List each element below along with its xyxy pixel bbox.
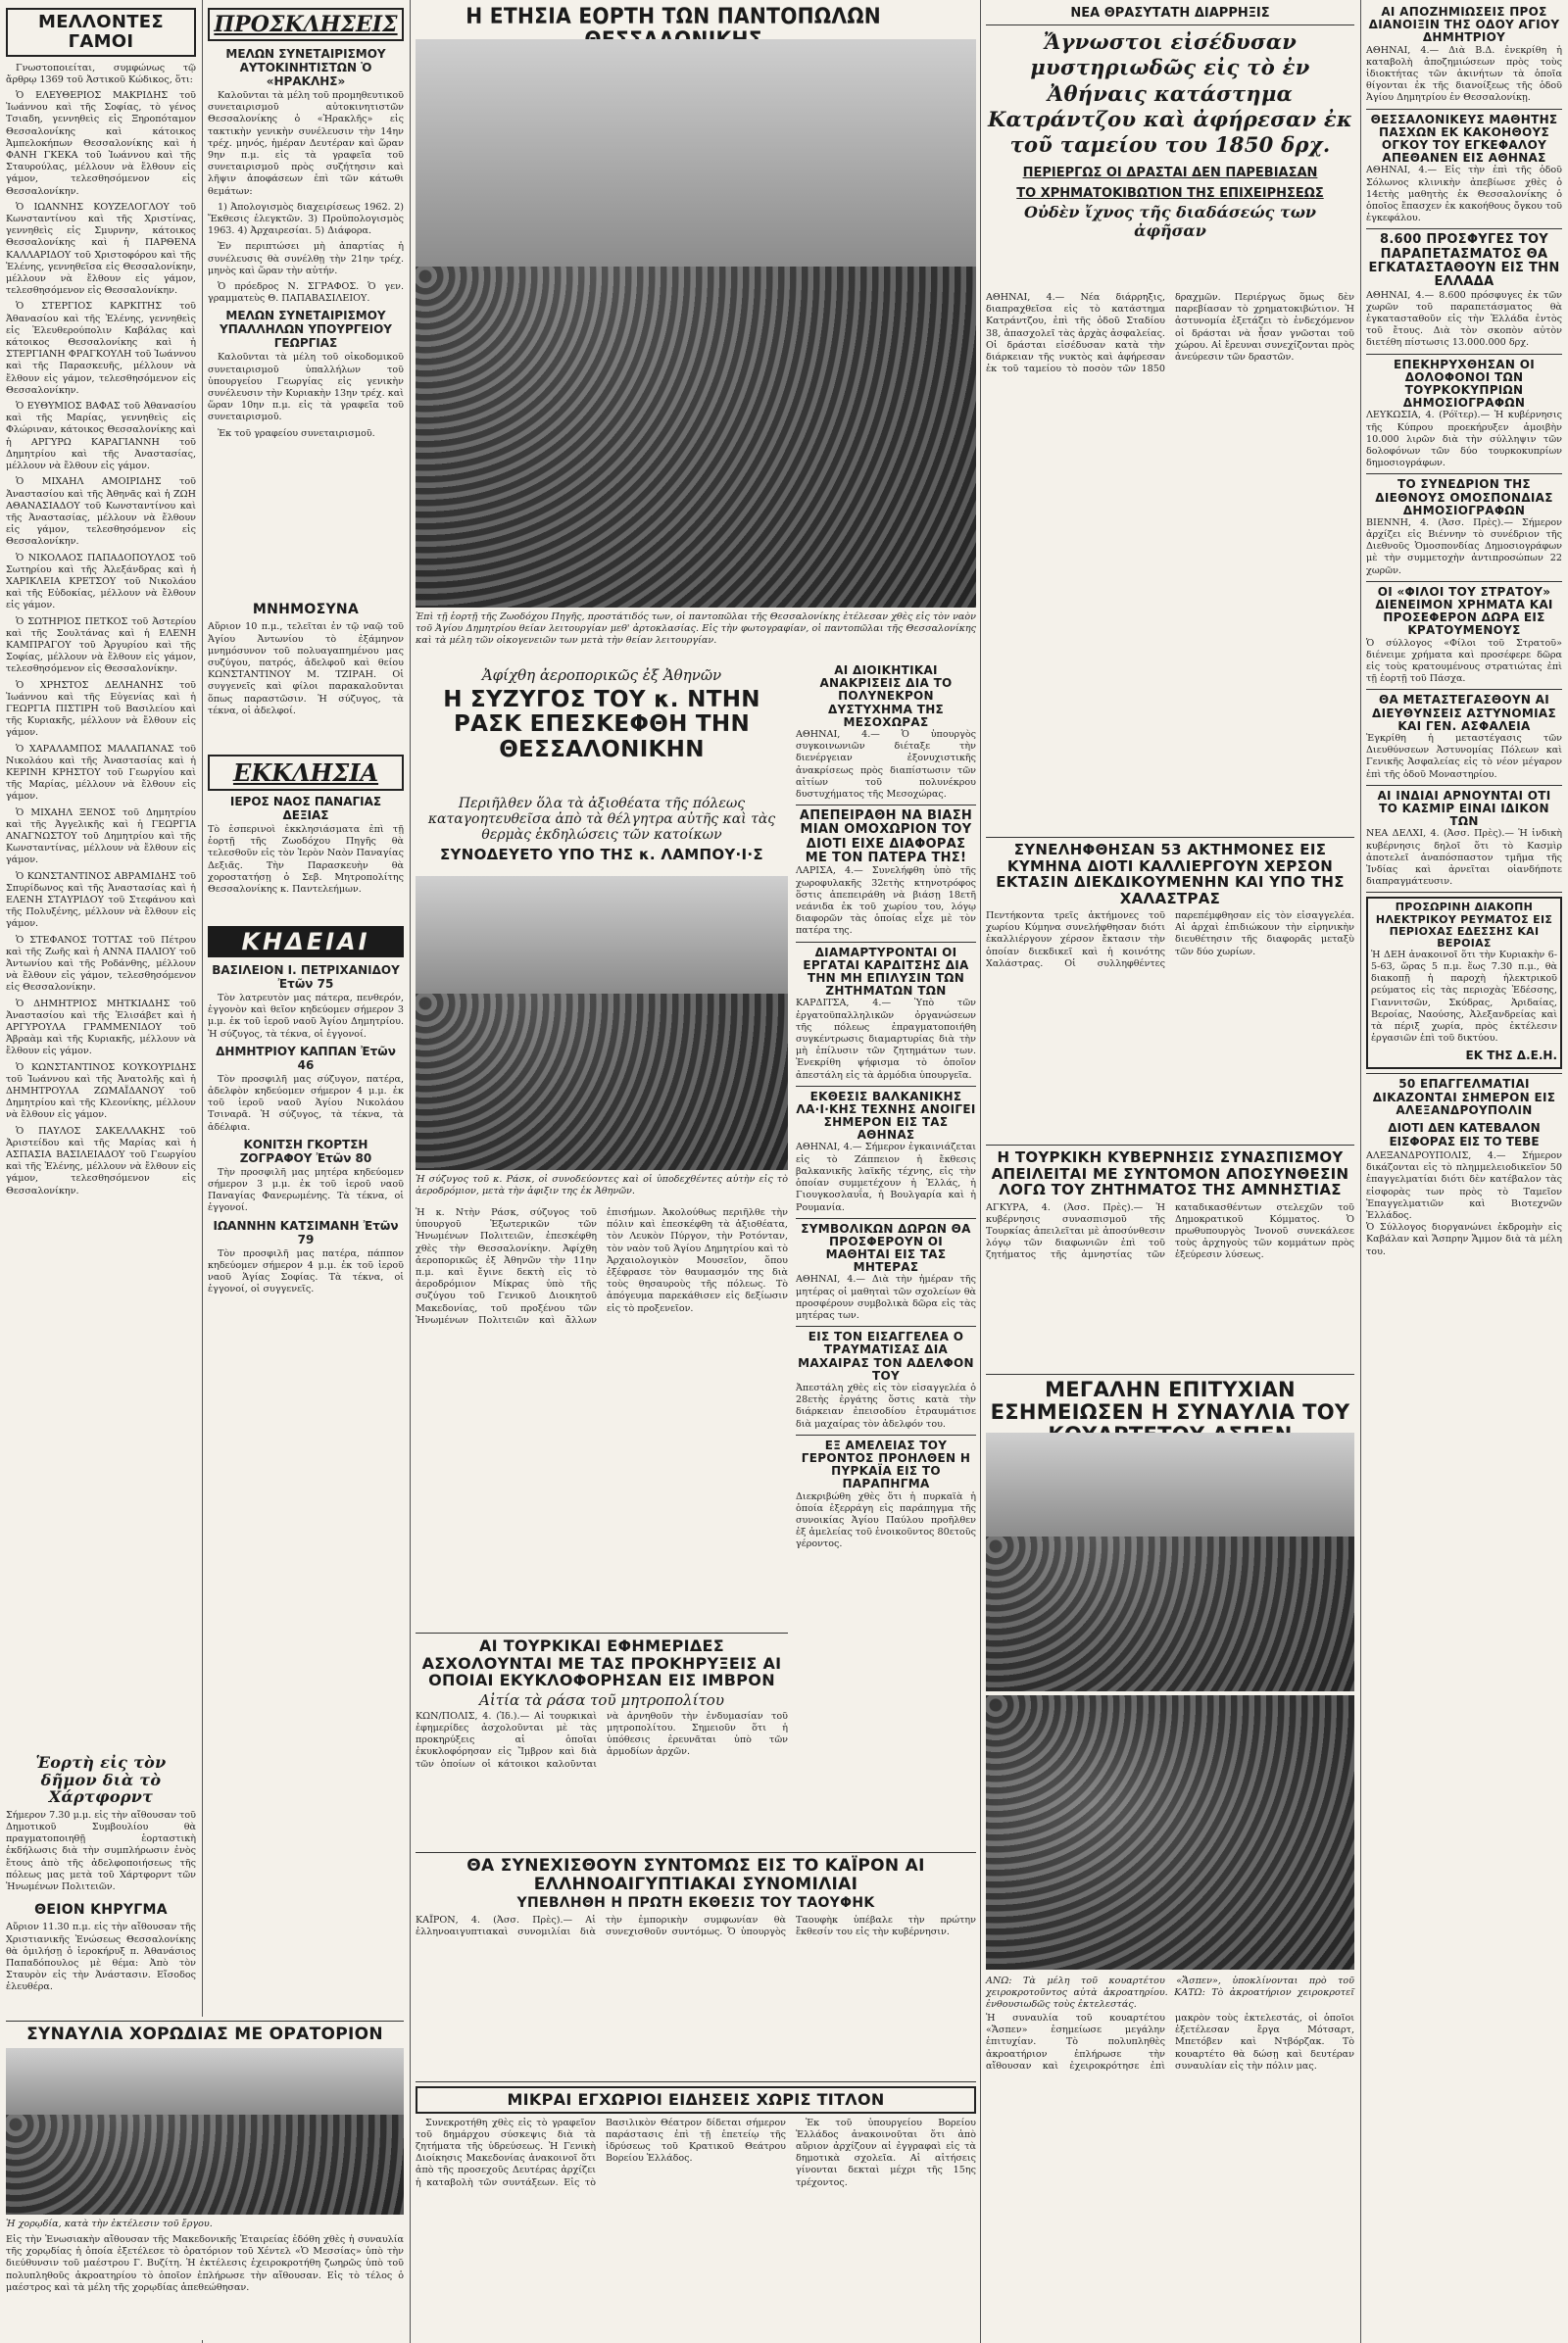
photo-crowd [6, 2115, 404, 2215]
rusk-caption-block [416, 1174, 788, 1205]
invitation-paragraph: Ὁ πρόεδρος Ν. ΣΓΡΑΦΟΣ. Ὁ γεν. γραμματεὺς Θ. ΠΑΠΑΒΑΣΙΛΕΙΟΥ. [208, 281, 404, 305]
police-title: ΘΑ ΜΕΤΑΣΤΕΓΑΣΘΟΥΝ ΑΙ ΔΙΕΥΘΥΝΣΕΙΣ ΑΣΤΥΝΟΜΙΑΣ ΚΑΙ ΓΕΝ. ΑΣΦΑΛΕΙΑ [1372, 693, 1556, 733]
divider [1366, 473, 1562, 474]
power-body: Ἡ ΔΕΗ ἀνακοινοῖ ὅτι τὴν Κυριακὴν 6-5-63, ὥρας 5 π.μ. ἕως 7.30 π.μ., θὰ διακοπῇ ἡ παροχὴ ἠλεκτρικοῦ ρεύματος εἰς τὰς περιοχὰς Ἐδέσσης, Γιαννιτσῶν, Σκύδρας, Ἀριδαίας, Βεροίας, Ναούσης, Ἀλεξανδρείας καὶ τὰ πέριξ χωρία, πρὸς ἐκτέλεσιν ἐργασιῶν ἐπὶ τοῦ δικτύου. [1371, 949, 1557, 1045]
divider [1366, 228, 1562, 229]
cairo-subtitle: ΥΠΕΒΛΗΘΗ Η ΠΡΩΤΗ ΕΚΘΕΣΙΣ ΤΟΥ ΤΑΟΥΦΗΚ [516, 1895, 875, 1912]
minor-news-paragraph: Συνεκροτήθη χθὲς εἰς τὸ γραφεῖον τοῦ δημάρχου σύσκεψις διὰ τὰ ζητήματα τῆς ὑδρεύσεως. Ἡ Γενικὴ Διοίκησις Μακεδονίας ἀνακοινοῖ ὅτι ἀπὸ τῆς προσεχοῦς Δευτέρας ἀρχίζει ἡ καταβολὴ τῶν συντάξεων. Εἰς τὸ Βασιλικὸν Θέατρον δίδεται σήμερον παράστασις ἐπὶ τῇ ἐπετείῳ τῆς ἱδρύσεως τοῦ Κρατικοῦ Θεάτρου Βορείου Ἑλλάδος. [416, 2117, 786, 2188]
funeral-name: ΔΗΜΗΤΡΙΟΥ ΚΑΠΠΑΝ Ἐτῶν 46 [216, 1044, 396, 1072]
divider [986, 1145, 1354, 1146]
minor-news-body [416, 2118, 976, 2189]
turkish-section [416, 1629, 788, 1844]
divider [416, 2081, 976, 2082]
robbery-subtitle-3: Οὐδὲν ἴχνος τῆς διαδάσεώς των ἀφῆσαν [1023, 203, 1317, 241]
rusk-title: Η ΣΥΖΥΓΟΣ ΤΟΥ κ. ΝΤΗΝ ΡΑΣΚ ΕΠΕΣΚΕΦΘΗ ΤΗΝ ΘΕΣΣΑΛΟΝΙΚΗΝ [443, 687, 760, 762]
photo-crowd [986, 1695, 1354, 1970]
aspen-caption: ΑΝΩ: Τὰ μέλη τοῦ κουαρτέτου «Ἄσπεν», ὑποκλίνονται πρὸ τοῦ χειροκροτοῦντος αὐτὰ ἀκροατηρίου. ΚΑΤΩ: Τὸ ἀκροατήριον χειροκροτεῖ ἐνθουσιωδῶς τοὺς ἐκτελεστάς. [986, 1976, 1354, 2010]
wedding-paragraph: Ὁ ΕΥΘΥΜΙΟΣ ΒΑΦΑΣ τοῦ Ἀθανασίου καὶ τῆς Μαρίας, γεννηθεὶς εἰς Φλώριναν, κάτοικος Θεσσαλονίκης καὶ ἡ ΑΡΓΥΡΩ ΚΑΡΑΓΙΑΝΝΗ τοῦ Δημητρίου καὶ τῆς Ἀναστασίας, μέλλουν νὰ ἔλθουν εἰς γάμον. [6, 401, 196, 472]
karditsa-title: ΔΙΑΜΑΡΤΥΡΟΝΤΑΙ ΟΙ ΕΡΓΑΤΑΙ ΚΑΡΔΙΤΣΗΣ ΔΙΑ ΤΗΝ ΜΗ ΕΠΙΛΥΣΙΝ ΤΩΝ ΖΗΤΗΜΑΤΩΝ ΤΩΝ [803, 945, 969, 999]
rusk-body-block [416, 1207, 788, 1623]
church-logo: ΕΚΚΛΗΣΙΑ [208, 755, 404, 791]
robbery-subtitle-1: ΠΕΡΙΕΡΓΩΣ ΟΙ ΔΡΑΣΤΑΙ ΔΕΝ ΠΑΡΕΒΙΑΣΑΝ [1022, 166, 1318, 181]
weddings-body [6, 63, 196, 1197]
student-body: ΑΘΗΝΑΙ, 4.— Εἰς τὴν ἐπὶ τῆς ὁδοῦ Σόλωνος κλινικὴν ἀπεβίωσε χθὲς ὁ 14ετὴς μαθητὴς ἐκ Θεσσαλονίκης ὁ ὁποῖος ἔπασχεν ἐκ κακοήθους ὄγκου τοῦ ἐγκεφάλου. [1366, 165, 1562, 224]
minor-news-section [416, 2077, 976, 2340]
turkgov-section [986, 1141, 1354, 1366]
oldman-body: Διεκριβώθη χθὲς ὅτι ἡ πυρκαϊὰ ἡ ὁποία ἐξερράγη εἰς παράπηγμα τῆς συνοικίας Ἁγίου Παύλου προῆλθεν ἐξ ἀμελείας τοῦ ἐνοικοῦντος 80ετοῦς γέροντος. [796, 1490, 976, 1550]
funeral-paragraph: Τὸν προσφιλῆ μας πατέρα, πάππον κηδεύομεν σήμερον 4 μ.μ. ἐκ τοῦ ἱεροῦ ναοῦ Ἁγίας Σοφίας. Τὰ τέκνα, οἱ ἐγγονοί, οἱ συγγενεῖς. [208, 1247, 404, 1295]
column-rule [980, 0, 981, 2343]
refugees-body: ΑΘΗΝΑΙ, 4.— 8.600 πρόσφυγες ἐκ τῶν χωρῶν τοῦ παραπετάσματος θὰ ἐγκατασταθοῦν εἰς τὴν Ἑλλάδα ἐντὸς τοῦ ἔτους. Διὰ τὸν σκοπὸν αὐτὸν διετέθη πίστωσις 13.000.000 δρχ. [1366, 289, 1562, 349]
feast-caption-block [416, 611, 976, 660]
center-briefs [796, 664, 976, 1654]
aspen-photo-top [986, 1433, 1354, 1691]
wedding-paragraph: Ὁ ΚΩΝΣΤΑΝΤΙΝΟΣ ΚΟΥΚΟΥΡΙΔΗΣ τοῦ Ἰωάννου καὶ τῆς Ἀνατολῆς καὶ ἡ ΔΗΜΗΤΡΟΥΛΑ ΖΩΜΑΪΔΑΝΟΥ τοῦ Δημητρίου καὶ τῆς Κλεονίκης, μέλλουν νὰ ἔλθουν εἰς γάμον. [6, 1061, 196, 1121]
photo-background [986, 1433, 1354, 1537]
trip-body: Ὁ Σύλλογος διοργανώνει ἐκδρομὴν εἰς Καβάλαν καὶ Ἄσπρην Ἄμμον διὰ τὰ μέλη του. [1366, 1222, 1562, 1257]
karditsa-body: ΚΑΡΔΙΤΣΑ, 4.— Ὑπὸ τῶν ἐργατοϋπαλληλικῶν ὀργανώσεων τῆς πόλεως ἐπραγματοποιήθη συγκέντρωσις διαμαρτυρίας διὰ τὴν μὴ ἐπίλυσιν τῶν ζητημάτων των. Ἐνεκρίθη ψήφισμα τὸ ὁποῖον ἀπεστάλη εἰς τὰ ἁρμόδια ὑπουργεῖα. [796, 998, 976, 1081]
church-subtitle: ΙΕΡΟΣ ΝΑΟΣ ΠΑΝΑΓΙΑΣ ΔΕΞΙΑΣ [229, 795, 382, 822]
rusk-headline [416, 664, 788, 792]
column-rule [1360, 0, 1361, 2343]
funerals-logo: ΚΗΔΕΙΑΙ [208, 926, 404, 957]
kymina-section [986, 833, 1354, 1137]
weddings-section [6, 8, 196, 1752]
photo-crowd [416, 994, 788, 1170]
feast-photo [416, 39, 976, 608]
sermon-body: Αὔριον 11.30 π.μ. εἰς τὴν αἴθουσαν τῆς Χριστιανικῆς Ἐνώσεως Θεσσαλονίκης θὰ ὁμιλήσῃ ὁ ἱεροκήρυξ π. Ἀθανάσιος Παπαδόπουλος μὲ θέμα: Ἀπὸ τὸν Σταυρὸν εἰς τὴν Ἀνάστασιν. Εἴσοδος ἐλευθέρα. [6, 1922, 196, 1993]
divider [986, 24, 1354, 25]
divider [416, 1852, 976, 1853]
choir-caption: Ἡ χορῳδία, κατὰ τὴν ἐκτέλεσιν τοῦ ἔργου. [6, 2219, 213, 2229]
funeral-paragraph: Τὴν προσφιλῆ μας μητέρα κηδεύομεν σήμερον 3 μ.μ. ἐκ τοῦ ἱεροῦ ναοῦ Παναγίας Φανερωμένης. Τὰ τέκνα, οἱ ἐγγονοί. [208, 1166, 404, 1214]
rusk-subtitle-2: ΣΥΝΟΔΕΥΕΤΟ ΥΠΟ ΤΗΣ κ. ΛΑΜΠΟΥ·Ι·Σ [440, 846, 763, 863]
rusk-body: Ἡ κ. Ντὴν Ράσκ, σύζυγος τοῦ ὑπουργοῦ Ἐξωτερικῶν τῶν Ἡνωμένων Πολιτειῶν, ἐπεσκέφθη χθὲς τὴν Θεσσαλονίκην. Ἀφίχθη ἀεροπορικῶς ἐξ Ἀθηνῶν τὴν 11ην π.μ. καὶ ἔγινε δεκτὴ εἰς τὸ ἀεροδρόμιον Μίκρας ὑπὸ τῆς συζύγου τοῦ Γενικοῦ Διοικητοῦ Μακεδονίας, τοῦ προξένου τῶν Ἡνωμένων Πολιτειῶν καὶ ἄλλων ἐπισήμων. Ἀκολούθως περιῆλθε τὴν πόλιν καὶ ἐπεσκέφθη τὰ ἀξιοθέατα, τὸν Λευκὸν Πύργον, τὴν Ροτόνταν, τὸν ναὸν τοῦ Ἁγίου Δημητρίου καὶ τὸ Ἀρχαιολογικὸν Μουσεῖον, ὅπου ἐξέφρασε τὸν θαυμασμόν της διὰ τοὺς θησαυροὺς τῆς πόλεως. Τὸ ἀπόγευμα παρεκάθισεν εἰς δεξίωσιν εἰς τὸ προξενεῖον. [416, 1207, 788, 1326]
divider [986, 837, 1354, 838]
robbery-body: ΑΘΗΝΑΙ, 4.— Νέα διάρρηξις, διαπραχθεῖσα εἰς τὸ κατάστημα Κατράντζου, ἐπὶ τῆς ὁδοῦ Σταδίου 38, ἀπασχολεῖ τὰς ἀρχὰς ἀσφαλείας. Οἱ δράσται εἰσέδυσαν κατὰ τὴν διάρκειαν τῆς νυκτὸς καὶ ἀφήρεσαν ἐκ τοῦ ταμείου τὸ ποσὸν τῶν 1850 δραχμῶν. Περιέργως ὅμως δὲν παρεβίασαν τὸ χρηματοκιβώτιον. Ἡ ἀστυνομία ἐξετάζει τὸ ἐνδεχόμενον οἱ δράσται νὰ ἦσαν γνῶσται τοῦ χώρου. Αἱ ἔρευναι συνεχίζονται πρὸς ἀνεύρεσιν τῶν δραστῶν. [986, 292, 1354, 375]
church-section [208, 755, 404, 921]
feast-headline [416, 6, 976, 39]
funeral-name: ΒΑΣΙΛΕΙΟΝ Ι. ΠΕΤΡΙΧΑΝΙΔΟΥ Ἐτῶν 75 [212, 963, 400, 991]
hartford-section [6, 1754, 196, 1901]
photo-background [6, 2048, 404, 2115]
army-friends-body: Ὁ σύλλογος «Φίλοι τοῦ Στρατοῦ» διένειμε χρήματα καὶ προσέφερε δῶρα εἰς τοὺς κρατουμένους στρατιώτας ἐπὶ τῇ ἑορτῇ τοῦ Πάσχα. [1366, 637, 1562, 685]
invitation-paragraph: Ἐν περιπτώσει μὴ ἀπαρτίας ἡ συνέλευσις θὰ συνέλθῃ τὴν 21ην τρέχ. μηνὸς καὶ ὥραν τὴν αὐτήν. [208, 241, 404, 276]
sermon-section [6, 1903, 196, 2015]
wedding-paragraph: Γνωστοποιείται, συμφώνως τῷ ἄρθρῳ 1369 τοῦ Ἀστικοῦ Κώδικος, ὅτι: [6, 62, 196, 85]
photo-crowd [416, 267, 976, 608]
police-body: Ἐγκρίθη ἡ μεταστέγασις τῶν Διευθύνσεων Ἀστυνομίας Πόλεων καὶ Γενικῆς Ἀσφαλείας εἰς τὸ νέον μέγαρον ἐπὶ τῆς ὁδοῦ Μοναστηρίου. [1366, 733, 1562, 780]
inquiries-body: ΑΘΗΝΑΙ, 4.— Ὁ ὑπουργὸς συγκοινωνιῶν διέταξε τὴν διενέργειαν ἐξονυχιστικῆς ἀνακρίσεως πρὸς διαπίστωσιν τῶν αἰτίων τοῦ πολυνέκρου δυστυχήματος τῆς Μεσοχώρας. [796, 728, 976, 800]
power-title: ΠΡΟΣΩΡΙΝΗ ΔΙΑΚΟΠΗ ΗΛΕΚΤΡΙΚΟΥ ΡΕΥΜΑΤΟΣ ΕΙΣ ΠΕΡΙΟΧΑΣ ΕΔΕΣΣΗΣ ΚΑΙ ΒΕΡΟΙΑΣ [1375, 901, 1553, 950]
kymina-title: ΣΥΝΕΛΗΦΘΗΣΑΝ 53 ΑΚΤΗΜΟΝΕΣ ΕΙΣ ΚΥΜΗΝΑ ΔΙΟΤΙ ΚΑΛΛΙΕΡΓΟΥΝ ΧΕΡΣΟΝ ΕΚΤΑΣΙΝ ΔΙΕΚΔΙΚΟΥΜΕΝΗΝ ΚΑΙ ΥΠΟ ΤΗΣ ΧΑΛΑΣΤΡΑΣ [996, 841, 1345, 907]
robbery-title: Ἄγνωστοι εἰσέδυσαν μυστηριωδῶς εἰς τὸ ἐν Ἀθήναις κατάστημα Κατράντζου καὶ ἀφήρεσαν ἐκ τοῦ ταμείου του 1850 δρχ. [987, 29, 1353, 157]
robbery-body-block [986, 292, 1354, 829]
cairo-section [416, 1848, 976, 2074]
cairo-title: ΘΑ ΣΥΝΕΧΙΣΘΟΥΝ ΣΥΝΤΟΜΩΣ ΕΙΣ ΤΟ ΚΑΪΡΟΝ ΑΙ ΕΛΛΗΝΟΑΙΓΥΠΤΙΑΚΑΙ ΣΥΝΟΜΙΛΙΑΙ [466, 1856, 925, 1894]
divider [986, 1374, 1354, 1375]
balkan-title: ΕΚΘΕΣΙΣ ΒΑΛΚΑΝΙΚΗΣ ΛΑ·Ι·ΚΗΣ ΤΕΧΝΗΣ ΑΝΟΙΓΕΙ ΣΗΜΕΡΟΝ ΕΙΣ ΤΑΣ ΑΘΗΝΑΣ [796, 1089, 976, 1143]
wedding-paragraph: Ὁ ΙΩΑΝΝΗΣ ΚΟΥΖΕΛΟΓΛΟΥ τοῦ Κωνσταντίνου καὶ τῆς Χριστίνας, γεννηθεὶς εἰς Σμυρνην, κάτοικος Θεσσαλονίκης καὶ ἡ ΠΑΡΘΕΝΑ ΚΑΛΛΑΡΙΔΟΥ τοῦ Χριστοφόρου καὶ τῆς Ἑλένης, γεννηθεῖσα εἰς Θεσσαλονίκην, μέλλουν νὰ ἔλθουν εἰς γάμον, τελεσθησόμενον εἰς Θεσσαλονίκην. [6, 201, 196, 297]
kymina-body: Πεντήκοντα τρεῖς ἀκτήμονες τοῦ χωρίου Κύμηνα συνελήφθησαν διότι ἐκαλλιέργουν χέρσον ἔκτασιν τὴν ὁποίαν διεκδικεῖ καὶ ἡ κοινότης Χαλάστρας. Οἱ συλληφθέντες παρεπέμφθησαν εἰς τὸν εἰσαγγελέα. Αἱ ἀρχαὶ ἐπιδιώκουν τὴν εἰρηνικὴν διευθέτησιν τῆς διαφορᾶς μεταξὺ τῶν δύο χωρίων. [986, 910, 1354, 969]
wedding-paragraph: Ὁ ΣΤΕΦΑΝΟΣ ΤΟΤΤΑΣ τοῦ Πέτρου καὶ τῆς Ζωῆς καὶ ἡ ΑΝΝΑ ΠΑΛΙΟΥ τοῦ Ἀντωνίου καὶ τῆς Ροδάνθης, μέλλουν νὰ ἔλθουν εἰς γάμον, τελεσθησόμενον εἰς Θεσσαλονίκην. [6, 934, 196, 994]
turkgov-title: Η ΤΟΥΡΚΙΚΗ ΚΥΒΕΡΝΗΣΙΣ ΣΥΝΑΣΠΙΣΜΟΥ ΑΠΕΙΛΕΙΤΑΙ ΜΕ ΣΥΝΤΟΜΟΝ ΑΠΟΣΥΝΘΕΣΙΝ ΛΟΓΩ ΤΟΥ ΖΗΤΗΜΑΤΟΣ ΤΗΣ ΑΜΝΗΣΤΙΑΣ [991, 1148, 1349, 1198]
photo-crowd [986, 1537, 1354, 1691]
wedding-paragraph: Ὁ ΧΡΗΣΤΟΣ ΔΕΛΗΑΝΗΣ τοῦ Ἰωάννου καὶ τῆς Εὐγενίας καὶ ἡ ΓΕΩΡΓΙΑ ΠΙΣΤΙΡΗ τοῦ Βασιλείου καὶ τῆς Κυριακῆς, μέλλουν νὰ ἔλθουν εἰς γάμον. [6, 679, 196, 739]
rusk-caption: Ἡ σύζυγος τοῦ κ. Ράσκ, οἱ συνοδεύοντες καὶ οἱ ὑποδεχθέντες αὐτὴν εἰς τὸ ἀεροδρόμιον, μετὰ τὴν ἀφιξιν της ἐκ Ἀθηνῶν. [416, 1174, 788, 1196]
turkish-body: ΚΩΝ/ΠΟΛΙΣ, 4. (Ἰδ.).— Αἱ τουρκικαὶ ἐφημερίδες ἀσχολοῦνται μὲ τὰς προκηρύξεις αἱ ὁποῖαι ἐκυκλοφόρησαν εἰς Ἴμβρον καὶ διὰ τῶν ὁποίων οἱ κάτοικοι καλοῦνται νὰ ἀρνηθοῦν τὴν ἐνδυμασίαν τοῦ μητροπολίτου. Σημειοῦν ὅτι ἡ ὑπόθεσις ἐρευνᾶται ὑπὸ τῶν ἀρμοδίων ἀρχῶν. [416, 1710, 788, 1770]
feast-title: Η ΕΤΗΣΙΑ ΕΟΡΤΗ ΤΩΝ ΠΑΝΤΟΠΩΛΩΝ [466, 5, 882, 29]
army-friends-title: ΟΙ «ΦΙΛΟΙ ΤΟΥ ΣΤΡΑΤΟΥ» ΔΙΕΝΕΙΜΟΝ ΧΡΗΜΑΤΑ ΚΑΙ ΠΡΟΣΕΦΕΡΟΝ ΔΩΡΑ ΕΙΣ ΚΡΑΤΟΥΜΕΝΟΥΣ [1375, 584, 1553, 638]
divider [1366, 109, 1562, 110]
aspen-title: ΜΕΓΑΛΗΝ ΕΠΙΤΥΧΙΑΝ ΕΣΗΜΕΙΩΣΕΝ Η ΣΥΝΑΥΛΙΑ ΤΟΥ [990, 1378, 1350, 1425]
divider [1366, 1073, 1562, 1074]
rusk-kicker: Ἀφίχθη ἀεροπορικῶς ἐξ Ἀθηνῶν [481, 666, 722, 684]
india-body: ΝΕΑ ΔΕΛΧΙ, 4. (Ἀσσ. Πρὲς).— Ἡ ἰνδικὴ κυβέρνησις δηλοῖ ὅτι τὸ Κασμὶρ ἀποτελεῖ ἀναπόσπαστον τμῆμα τῆς Ἰνδίας καὶ ἀρνεῖται οἱανδήποτε διαπραγμάτευσιν. [1366, 828, 1562, 888]
tebe-subtitle: ΔΙΟΤΙ ΔΕΝ ΚΑΤΕΒΑΛΟΝ ΕΙΣΦΟΡΑΣ ΕΙΣ ΤΟ ΤΕΒΕ [1388, 1120, 1541, 1148]
divider [796, 1086, 976, 1087]
journalists-title: ΕΠΕΚΗΡΥΧΘΗΣΑΝ ΟΙ ΔΟΛΟΦΟΝΟΙ ΤΩΝ ΤΟΥΡΚΟΚΥΠΡΙΩΝ ΔΗΜΟΣΙΟΓΡΑΦΩΝ [1394, 357, 1535, 411]
robbery-section [986, 6, 1354, 290]
aspen-section [986, 1370, 1354, 2340]
memorial-section [208, 603, 404, 750]
streets-title: ΑΙ ΑΠΟΖΗΜΙΩΣΕΙΣ ΠΡΟΣ ΔΙΑΝΟΙΞΙΝ ΤΗΣ ΟΔΟΥ ΑΓΙΟΥ ΔΗΜΗΤΡΙΟΥ [1368, 5, 1560, 45]
sermon-title: ΘΕΙΟΝ ΚΗΡΥΓΜΑ [34, 1902, 168, 1918]
wedding-paragraph: Ὁ ΔΗΜΗΤΡΙΟΣ ΜΗΤΚΙΑΔΗΣ τοῦ Ἀναστασίου καὶ τῆς Ἐλισάβετ καὶ ἡ ΑΡΓΥΡΟΥΛΑ ΓΡΑΜΜΕΝΙΔΟΥ τοῦ Ἀβραὰμ καὶ τῆς Κυριακῆς, μέλλουν νὰ ἔλθουν εἰς γάμον. [6, 998, 196, 1057]
wedding-paragraph: Ὁ ΜΙΧΑΗΛ ΑΜΟΙΡΙΔΗΣ τοῦ Ἀναστασίου καὶ τῆς Ἀθηνᾶς καὶ ἡ ΖΩΗ ΑΘΑΝΑΣΙΑΔΟΥ τοῦ Κωνσταντίνου καὶ τῆς Ἀναστασίας, μέλλουν νὰ ἔλθουν εἰς γάμον, τελεσθησόμενον εἰς Θεσσαλονίκην. [6, 476, 196, 548]
funeral-paragraph: Τὸν προσφιλῆ μας σύζυγον, πατέρα, ἀδελφὸν κηδεύομεν σήμερον 4 μ.μ. ἐκ τοῦ ἱεροῦ ναοῦ Ἁγίου Νικολάου Τσιναρᾶ. Ἡ σύζυγος, τὰ τέκνα, τὰ ἀδέλφια. [208, 1073, 404, 1133]
column-2 [208, 0, 404, 2343]
invitations-section [208, 8, 404, 596]
hartford-body: Σήμερον 7.30 μ.μ. εἰς τὴν αἴθουσαν τοῦ Δημοτικοῦ Συμβουλίου θὰ πραγματοποιηθῇ ἑορταστικὴ ἐκδήλωσις διὰ τὴν συμπλήρωσιν ἑνὸς ἔτους ἀπὸ τῆς ἀδελφοποιήσεως τῆς πόλεως μας μετὰ τοῦ Χάρτφορντ τῶν Ἡνωμένων Πολιτειῶν. [6, 1809, 196, 1892]
divider [6, 2021, 404, 2022]
minor-news-title: ΜΙΚΡΑΙ ΕΓΧΩΡΙΟΙ ΕΙΔΗΣΕΙΣ ΧΩΡΙΣ ΤΙΤΛΟΝ [416, 2086, 976, 2114]
violence-title: ΑΠΕΠΕΙΡΑΘΗ ΝΑ ΒΙΑΣΗ ΜΙΑΝ ΟΜΟΧΩΡΙΟΝ ΤΟΥ ΔΙΟΤΙ ΕΙΧΕ ΔΙΑΦΟΡΑΣ ΜΕ ΤΟΝ ΠΑΤΕΡΑ ΤΗΣ! [799, 808, 973, 866]
india-title: ΑΙ ΙΝΔΙΑΙ ΑΡΝΟΥΝΤΑΙ ΟΤΙ ΤΟ ΚΑΣΜΙΡ ΕΙΝΑΙ ΙΔΙΚΟΝ ΤΩΝ [1377, 788, 1551, 829]
inquiries-title: ΑΙ ΔΙΟΙΚΗΤΙΚΑΙ ΑΝΑΚΡΙΣΕΙΣ ΔΙΑ ΤΟ ΠΟΛΥΝΕΚΡΟΝ ΔΥΣΤΥΧΗΜΑ ΤΗΣ ΜΕΣΟΧΩΡΑΣ [819, 663, 953, 729]
divider [796, 1326, 976, 1327]
column-1 [6, 0, 196, 2343]
power-signature: ΕΚ ΤΗΣ Δ.Ε.Η. [1465, 1049, 1557, 1063]
gifts-body: ΑΘΗΝΑΙ, 4.— Διὰ τὴν ἡμέραν τῆς μητέρας οἱ μαθηταὶ τῶν σχολείων θὰ προσφέρουν συμβολικὰ δῶρα εἰς τὰς μητέρας των. [796, 1274, 976, 1322]
aspen-photo-bottom [986, 1695, 1354, 1970]
funeral-paragraph: Τὸν λατρευτὸν μας πάτερα, πενθερόν, ἐγγονὸν καὶ θεῖον κηδεύομεν σήμερον 3 μ.μ. ἐκ τοῦ ἱεροῦ ναοῦ Ἁγίου Δημητρίου. Ἡ σύζυγος, τὰ τέκνα, οἱ ἐγγονοί. [208, 993, 404, 1040]
invitations-body [208, 47, 404, 440]
wedding-paragraph: Ὁ ΚΩΝΣΤΑΝΤΙΝΟΣ ΑΒΡΑΜΙΔΗΣ τοῦ Σπυρίδωνος καὶ τῆς Ἀναστασίας καὶ ἡ ΕΛΕΝΗ ΣΤΑΥΡΙΔΟΥ τοῦ Στεφάνου καὶ τῆς Πολυξένης, μέλλουν νὰ ἔλθουν εἰς γάμον. [6, 870, 196, 930]
wedding-paragraph: Ὁ ΠΑΥΛΟΣ ΣΑΚΕΛΛΑΚΗΣ τοῦ Ἀριστείδου καὶ τῆς Μαρίας καὶ ἡ ΑΣΠΑΣΙΑ ΒΑΣΙΛΕΙΑΔΟΥ τοῦ Γεωργίου καὶ τῆς Ἐλένης, μέλλουν νὰ ἔλθουν εἰς γάμον, τελεσθησόμενον εἰς Θεσσαλονίκην. [6, 1125, 196, 1196]
invitation-heading: ΜΕΛΩΝ ΣΥΝΕΤΑΙΡΙΣΜΟΥ ΑΥΤΟΚΙΝΗΤΙΣΤΩΝ Ὁ «ΗΡΑΚΛΗΣ» [225, 47, 386, 88]
choir-title: ΣΥΝΑΥΛΙΑ ΧΟΡΩΔΙΑΣ ΜΕ ΟΡΑΤΟΡΙΟΝ [26, 2025, 383, 2044]
student-title: ΘΕΣΣΑΛΟΝΙΚΕΥΣ ΜΑΘΗΤΗΣ ΠΑΣΧΩΝ ΕΚ ΚΑΚΟΗΘΟΥΣ ΟΓΚΟΥ ΤΟΥ ΕΓΚΕΦΑΛΟΥ ΑΠΕΘΑΝΕΝ ΕΙΣ ΑΘΗΝΑΣ [1370, 112, 1558, 166]
column-rule [202, 0, 203, 2343]
wedding-paragraph: Ὁ ΝΙΚΟΛΑΟΣ ΠΑΠΑΔΟΠΟΥΛΟΣ τοῦ Σωτηρίου καὶ τῆς Ἀλεξάνδρας καὶ ἡ ΧΑΡΙΚΛΕΙΑ ΚΡΕΤΣΟΥ τοῦ Νικολάου καὶ τῆς Εὐδοκίας, μέλλουν νὰ ἔλθουν εἰς γάμον. [6, 552, 196, 611]
rusk-sub [416, 794, 788, 874]
memorial-title: ΜΝΗΜΟΣΥΝΑ [252, 602, 360, 617]
invitation-paragraph: 1) Ἀπολογισμὸς διαχειρίσεως 1962. 2) Ἔκθεσις ἐλεγκτῶν. 3) Προϋπολογισμὸς 1963. 4) Ἀρχαιρεσίαι. 5) Διάφορα. [208, 201, 404, 237]
turkgov-body: ΑΓΚΥΡΑ, 4. (Ἀσσ. Πρὲς).— Ἡ κυβέρνησις συνασπισμοῦ τῆς Τουρκίας ἀπειλεῖται μὲ ἀποσύνθεσιν λόγῳ τῶν διαφωνιῶν ἐπὶ τοῦ ζητήματος τῆς ἀμνηστίας τῶν καταδικασθέντων στελεχῶν τοῦ Δημοκρατικοῦ Κόμματος. Ὁ πρωθυπουργὸς Ἰνονοῦ συνεκάλεσε τοὺς ἀρχηγοὺς τῶν κομμάτων πρὸς ἐξεύρεσιν λύσεως. [986, 1201, 1354, 1261]
column-rule [410, 0, 411, 2343]
choir-section [6, 2017, 404, 2340]
refugees-title: 8.600 ΠΡΟΣΦΥΓΕΣ ΤΟΥ ΠΑΡΑΠΕΤΑΣΜΑΤΟΣ ΘΑ ΕΓΚΑΤΑΣΤΑΘΟΥΝ ΕΙΣ ΤΗΝ ΕΛΛΑΔΑ [1368, 232, 1560, 290]
memorial-body: Αὔριον 10 π.μ., τελεῖται ἐν τῷ ναῷ τοῦ Ἁγίου Ἀντωνίου τὸ ἐξάμηνον μνημόσυνον τοῦ πολυαγαπημένου μας συζύγου, πατρός, ἀδελφοῦ καὶ θείου ΚΩΝΣΤΑΝΤΙΝΟΥ Μ. ΤΖΙΡΑΗ. Οἱ συγγενεῖς καὶ φίλοι παρακαλοῦνται ὅπως παραστῶσιν. Ἡ σύζυγος, τὰ τέκνα, οἱ ἀδελφοί. [208, 621, 404, 716]
choir-photo [6, 2048, 404, 2215]
wedding-paragraph: Ὁ ΕΛΕΥΘΕΡΙΟΣ ΜΑΚΡΙΔΗΣ τοῦ Ἰωάννου καὶ τῆς Σοφίας, τὸ γένος Τσιαδη, γεννηθεὶς εἰς Ξηροπόταμον Θεσσαλονίκης καὶ κάτοικος Ἀμπελοκήπων Θεσσαλονίκης καὶ ἡ ΦΑΝΗ ΓΚΕΚΑ τοῦ Ἰωάννου καὶ τῆς Σταυρούλας, μέλλουν νὰ ἔλθουν εἰς γάμον, τελεσθησόμενον εἰς Θεσσαλονίκην. [6, 90, 196, 197]
right-center-column [986, 0, 1354, 2343]
funeral-name: ΙΩΑΝΝΗΝ ΚΑΤΣΙΜΑΝΗ Ἐτῶν 79 [213, 1218, 399, 1246]
tebe-title: 50 ΕΠΑΓΓΕΛΜΑΤΙΑΙ ΔΙΚΑΖΟΝΤΑΙ ΣΗΜΕΡΟΝ ΕΙΣ ΑΛΕΞΑΝΔΡΟΥΠΟΛΙΝ [1372, 1077, 1556, 1117]
invitation-paragraph: Καλοῦνται τὰ μέλη τοῦ προμηθευτικοῦ συνεταιρισμοῦ αὐτοκινητιστῶν Θεσσαλονίκης ὁ «Ἡρακλῆς» εἰς τακτικὴν γενικὴν συνέλευσιν τὴν 14ην τρέχ. μηνός, ἡμέραν Δευτέραν καὶ ὥραν 9ην π.μ. εἰς τὰ γραφεῖα τοῦ συνεταιρισμοῦ πρὸς συζήτησιν καὶ λῆψιν ἀποφάσεων ἐπὶ τῶν κάτωθι θεμάτων: [208, 90, 404, 197]
turkish-subtitle: Αἰτία τὰ ράσα τοῦ μητροπολίτου [479, 1690, 724, 1709]
federation-title: ΤΟ ΣΥΝΕΔΡΙΟΝ ΤΗΣ ΔΙΕΘΝΟΥΣ ΟΜΟΣΠΟΝΔΙΑΣ ΔΗΜΟΣΙΟΓΡΑΦΩΝ [1375, 477, 1553, 517]
invitation-heading: ΜΕΛΩΝ ΣΥΝΕΤΑΙΡΙΣΜΟΥ ΥΠΑΛΛΗΛΩΝ ΥΠΟΥΡΓΕΙΟΥ ΓΕΩΡΓΙΑΣ [220, 309, 392, 351]
rusk-subtitle: Περιῆλθεν ὅλα τὰ ἀξιοθέατα τῆς πόλεως καταγοητευθεῖσα ἀπὸ τὰ θέλγητρα αὐτῆς καὶ τὰς θερμὰς ἐκδηλώσεις τῶν κατοίκων [427, 796, 776, 843]
journalists-body: ΛΕΥΚΩΣΙΑ, 4. (Ρόϊτερ).— Ἡ κυβέρνησις τῆς Κύπρου προεκήρυξεν ἀμοιβὴν 10.000 λιρῶν διὰ τὴν σύλληψιν τῶν δολοφόνων τῶν δύο τουρκοκυπρίων δημοσιογράφων. [1366, 410, 1562, 469]
wedding-paragraph: Ὁ ΣΩΤΗΡΙΟΣ ΠΕΤΚΟΣ τοῦ Ἀστερίου καὶ τῆς Σουλτάνας καὶ ἡ ΕΛΕΝΗ ΚΑΜΠΡΑΓΟΥ τοῦ Ἀργυρίου καὶ τῆς Σοφίας, μέλλουν νὰ ἔλθουν εἰς γάμον, τελεσθησόμενον εἰς Θεσσαλονίκην. [6, 615, 196, 675]
hartford-title: Ἑορτὴ εἰς τὸν δῆμον διὰ τὸ Χάρτφορντ [35, 1753, 167, 1807]
power-notice-box [1366, 897, 1562, 1069]
divider [1366, 581, 1562, 582]
knife-body: Ἀπεστάλη χθὲς εἰς τὸν εἰσαγγελέα ὁ 28ετὴς ἐργάτης ὅστις κατὰ τὴν διάρκειαν ἐπεισοδίου ἐτραυμάτισε διὰ μαχαίρας τὸν ἀδελφόν του. [796, 1383, 976, 1430]
aspen-body: Ἡ συναυλία τοῦ κουαρτέτου «Ἄσπεν» ἐσημείωσε μεγάλην ἐπιτυχίαν. Τὸ πολυπληθὲς ἀκροατήριον ἐπλήρωσε τὴν αἴθουσαν καὶ ἐχειροκρότησε ἐπὶ μακρὸν τοὺς ἐκτελεστάς, οἱ ὁποῖοι ἐξετέλεσαν ἔργα Μότσαρτ, Μπετόβεν καὶ Ντβόρζακ. Τὸ κουαρτέτο θὰ δώσῃ καὶ δευτέραν συναυλίαν εἰς τὴν πόλιν μας. [986, 2013, 1354, 2072]
center-column [416, 0, 976, 2343]
funeral-name: ΚΟΝΙΤΣΗ ΓΚΟΡΤΣΗ ΖΟΓΡΑΦΟΥ Ἐτῶν 80 [239, 1137, 372, 1165]
oldman-title: ΕΞ ΑΜΕΛΕΙΑΣ ΤΟΥ ΓΕΡΟΝΤΟΣ ΠΡΟΗΛΘΕΝ Η ΠΥΡΚΑΪΑ ΕΙΣ ΤΟ ΠΑΡΑΠΗΓΜΑ [801, 1438, 971, 1491]
weddings-title: ΜΕΛΛΟΝΤΕΣ ΓΑΜΟΙ [6, 8, 196, 57]
cairo-body: ΚΑΪΡΟΝ, 4. (Ἀσσ. Πρὲς).— Αἱ ἑλληνοαιγυπτιακαὶ συνομιλίαι διὰ τὴν ἐμπορικὴν συμφωνίαν θὰ συνεχισθοῦν συντόμως. Ὁ ὑπουργὸς Ταουφὴκ ὑπέβαλε τὴν πρώτην ἔκθεσίν του εἰς τὴν κυβέρνησιν. [416, 1914, 976, 1937]
knife-title: ΕΙΣ ΤΟΝ ΕΙΣΑΓΓΕΛΕΑ Ο ΤΡΑΥΜΑΤΙΣΑΣ ΔΙΑ ΜΑΧΑΙΡΑΣ ΤΟΝ ΑΔΕΛΦΟΝ ΤΟΥ [798, 1330, 974, 1383]
federation-body: ΒΙΕΝΝΗ, 4. (Ἀσσ. Πρὲς).— Σήμερον ἀρχίζει εἰς Βιέννην τὸ συνέδριον τῆς Διεθνοῦς Ὁμοσπονδίας Δημοσιογράφων μὲ τὴν συμμετοχὴν ἀντιπροσώπων 22 χωρῶν. [1366, 516, 1562, 576]
invitation-paragraph: Καλοῦνται τὰ μέλη τοῦ οἰκοδομικοῦ συνεταιρισμοῦ ὑπαλλήλων τοῦ ὑπουργείου Γεωργίας εἰς γενικὴν συνέλευσιν τὴν Κυριακὴν 13ην τρέχ. καὶ ὥραν 10ην π.μ. εἰς τὰ γραφεῖα τοῦ συνεταιρισμοῦ. [208, 352, 404, 423]
right-column [1366, 0, 1562, 2343]
divider [416, 1633, 788, 1634]
gifts-title: ΣΥΜΒΟΛΙΚΩΝ ΔΩΡΩΝ ΘΑ ΠΡΟΣΦΕΡΟΥΝ ΟΙ ΜΑΘΗΤΑΙ ΕΙΣ ΤΑΣ ΜΗΤΕΡΑΣ [801, 1221, 971, 1275]
balkan-body: ΑΘΗΝΑΙ, 4.— Σήμερον ἐγκαινιάζεται εἰς τὸ Ζάππειον ἡ ἔκθεσις βαλκανικῆς λαϊκῆς τέχνης, εἰς τὴν ὁποίαν συμμετέχουν ἡ Ἑλλάς, ἡ Γιουγκοσλαυΐα, ἡ Βουλγαρία καὶ ἡ Ρουμανία. [796, 1142, 976, 1213]
invitations-logo: ΠΡΟΣΚΛΗΣΕΙΣ [208, 8, 404, 41]
tebe-body: ΑΛΕΞΑΝΔΡΟΥΠΟΛΙΣ, 4.— Σήμερον δικάζονται εἰς τὸ πλημμελειοδικεῖον 50 ἐπαγγελματίαι διότι δὲν κατέβαλον τὰς εἰσφορὰς των πρὸς τὸ Ταμεῖον Ἐπαγγελματιῶν καὶ Βιοτεχνῶν Ἑλλάδος. [1366, 1149, 1562, 1221]
divider [1366, 892, 1562, 893]
streets-body: ΑΘΗΝΑΙ, 4.— Διὰ Β.Δ. ἐνεκρίθη ἡ καταβολὴ ἀποζημιώσεων πρὸς τοὺς ἰδιοκτήτας τῶν ἀκινήτων τὰ ὁποῖα θίγονται ἐκ τῆς διανοίξεως τῆς ὁδοῦ Ἁγίου Δημητρίου ἐν Θεσσαλονίκῃ. [1366, 44, 1562, 104]
robbery-kicker: ΝΕΑ ΘΡΑΣΥΤΑΤΗ ΔΙΑΡΡΗΞΙΣ [1070, 6, 1270, 21]
photo-background [416, 39, 976, 267]
rusk-photo [416, 876, 788, 1170]
wedding-paragraph: Ὁ ΣΤΕΡΓΙΟΣ ΚΑΡΚΙΤΗΣ τοῦ Ἀθανασίου καὶ τῆς Ἐλένης, γεννηθεὶς εἰς Ἐλευθερούπολιν Καβάλας καὶ κάτοικος Θεσσαλονίκης καὶ ἡ ΣΤΕΡΓΙΑΝΗ ΦΡΑΓΚΟΥΛΗ τοῦ Ἰωάννου καὶ τῆς Παρασκευῆς, μέλλουν νὰ ἔλθουν εἰς γάμον, τελεσθησόμενον εἰς Θεσσαλονίκην. [6, 301, 196, 396]
wedding-paragraph: Ὁ ΜΙΧΑΗΛ ΞΕΝΟΣ τοῦ Δημητρίου καὶ τῆς Ἀγγελικῆς καὶ ἡ ΓΕΩΡΓΙΑ ΑΝΑΓΝΩΣΤΟΥ τοῦ Δημητρίου καὶ τῆς Κωνσταντίνας, μέλλουν νὰ ἔλθουν εἰς γάμον. [6, 806, 196, 866]
invitation-paragraph: Ἐκ τοῦ γραφείου συνεταιρισμοῦ. [218, 427, 375, 439]
divider [1366, 354, 1562, 355]
divider [796, 1218, 976, 1219]
minor-news-paragraph: Ἐκ τοῦ ὑπουργείου Βορείου Ἑλλάδος ἀνακοινοῦται ὅτι ἀπὸ αὔριον ἀρχίζουν αἱ ἐγγραφαὶ εἰς τὰ δημοτικὰ σχολεῖα. Αἱ αἰτήσεις γίνονται δεκταὶ μέχρι τῆς 15ης τρέχοντος. [796, 2117, 976, 2188]
feast-caption: Ἐπὶ τῇ ἑορτῇ τῆς Ζωοδόχου Πηγῆς, προστάτιδός των, οἱ παντοπῶλαι τῆς Θεσσαλονίκης ἑτέλεσαν χθὲς εἰς τὸν ναὸν τοῦ Ἁγίου Δημητρίου θείαν λειτουργίαν μεθ' ἀρτοκλασίας. Εἰς τὴν φωτογραφίαν, οἱ παντοπῶλαι τῆς Θεσσαλονίκης καὶ τὰ μέλη τῶν οἰκογενειῶν των μετὰ τὴν θείαν λειτουργίαν. [416, 611, 976, 646]
divider [1366, 689, 1562, 690]
photo-background [416, 876, 788, 994]
divider [796, 942, 976, 943]
divider [796, 1435, 976, 1436]
choir-body: Εἰς τὴν Ἑνωσιακὴν αἴθουσαν τῆς Μακεδονικῆς Ἑταιρείας ἐδόθη χθὲς ἡ συναυλία τῆς χορῳδίας ἡ ὁποία ἐξετέλεσε τὸ ὀρατόριον τοῦ Χέντελ «Ὁ Μεσσίας» ὑπὸ τὴν διεύθυνσιν τοῦ μαέστρου Γ. Βυζίτη. Ἡ ἐκτέλεσις ἐχειροκροτήθη ζωηρῶς ὑπὸ τοῦ πολυπληθοῦς ἀκροατηρίου τὸ ὁποῖον ἐπλήρωσε τὴν αἴθουσαν. Εἰς τὸ τέλος ὁ μαέστρος καὶ τὰ μέλη τῆς χορῳδίας ἀπεθεώθησαν. [6, 2234, 404, 2293]
funerals-body [208, 963, 404, 1295]
church-body: Τὸ ἑσπερινοὶ ἐκκλησιάσματα ἐπὶ τῇ ἑορτῇ τῆς Ζωοδόχου Πηγῆς θὰ τελεσθοῦν εἰς τὸν Ἱερὸν Ναὸν Παναγίας Δεξιᾶς. Τὴν Παρασκευὴν θὰ χοροστατήσῃ ὁ Σεβ. Μητροπολίτης Θεσσαλονίκης κ. Παντελεήμων. [208, 824, 404, 896]
violence-body: ΛΑΡΙΣΑ, 4.— Συνελήφθη ὑπὸ τῆς χωροφυλακῆς 32ετὴς κτηνοτρόφος ὅστις ἀπεπειράθη νὰ βιάσῃ 18ετῆ νεάνιδα ἐκ τοῦ χωρίου του, λόγῳ διαφορῶν τὰς ὁποίας εἶχε μὲ τὸν πατέρα της. [796, 865, 976, 937]
turkish-title: ΑΙ ΤΟΥΡΚΙΚΑΙ ΕΦΗΜΕΡΙΔΕΣ ΑΣΧΟΛΟΥΝΤΑΙ ΜΕ ΤΑΣ ΠΡΟΚΗΡΥΞΕΙΣ ΑΙ ΟΠΟΙΑΙ ΕΚΥΚΛΟΦΟΡΗΣΑΝ ΕΙΣ ΙΜΒΡΟΝ [421, 1636, 782, 1690]
robbery-subtitle-2: ΤΟ ΧΡΗΜΑΤΟΚΙΒΩΤΙΟΝ ΤΗΣ ΕΠΙΧΕΙΡΗΣΕΩΣ [1016, 186, 1324, 202]
right-briefs [1366, 6, 1562, 2338]
divider [1366, 785, 1562, 786]
wedding-paragraph: Ὁ ΧΑΡΑΛΑΜΠΟΣ ΜΑΛΑΠΑΝΑΣ τοῦ Νικολάου καὶ τῆς Ἀναστασίας καὶ ἡ ΚΕΡΙΝΗ ΚΡΗΣΤΟΥ τοῦ Γεωργίου καὶ τῆς Μαρίας, μέλλουν νὰ ἔλθουν εἰς γάμον. [6, 743, 196, 803]
